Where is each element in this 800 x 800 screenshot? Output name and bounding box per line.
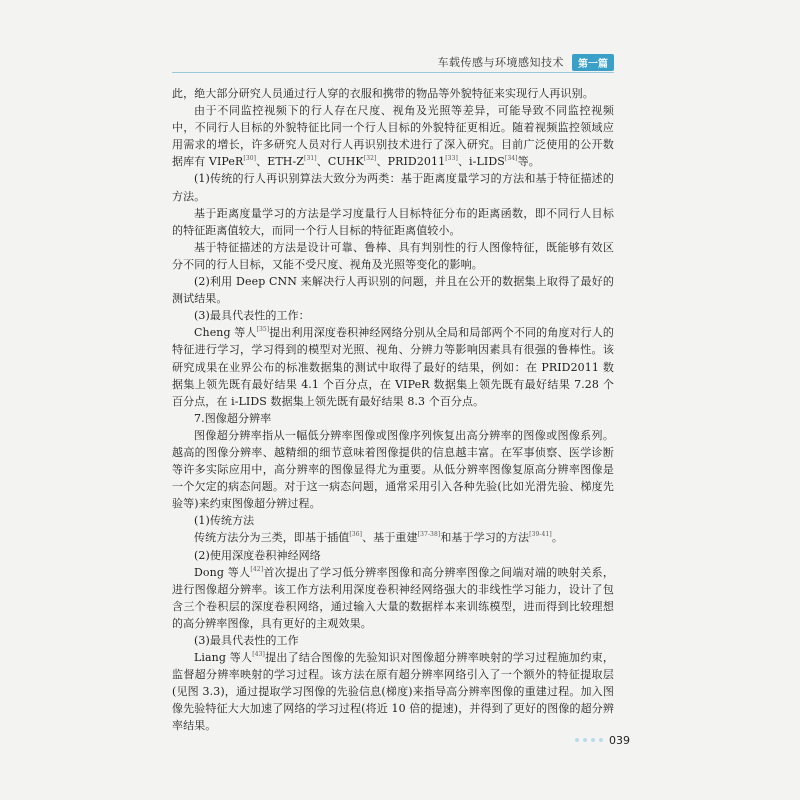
paragraph-text: 由于不同监控视频下的行人存在尺度、视角及光照等差异，可能导致不同监控视频中，不同行人目标的外貌特征比同一个行人目标的外貌特征更相近。随着视频监控领域应用需求的增长，许多研究人员对行人再识别技术进行了深入研究。目前广泛使用的公开数据库有 VIPeR xyxy=(172,104,614,169)
paragraph xyxy=(172,547,614,564)
paragraph-text: 首次提出了学习低分辨率图像和高分辨率图像之间端对端的映射关系，进行图像超分辨率。该工作方法利用深度卷积神经网络强大的非线性学习能力，设计了包含三个卷积层的深度卷积网络，通过输入大量的数据样本来训练模型，进而得到比较理想的高分辨率图像，具有更好的主观效果。 xyxy=(172,565,614,630)
paragraph-text: 7.图像超分辨率 xyxy=(194,411,272,425)
paragraph-text: 、i-LIDS xyxy=(457,155,505,169)
citation-reference: [35] xyxy=(256,326,270,334)
citation-reference: [42] xyxy=(250,565,264,573)
paragraph-text: (3)最具代表性的工作 xyxy=(194,634,299,647)
paragraph xyxy=(172,102,614,170)
paragraph-text: 、ETH-Z xyxy=(256,155,305,169)
paragraph-text: Liang 等人 xyxy=(194,651,253,665)
book-title: 车载传感与环境感知技术 xyxy=(437,56,564,69)
paragraph-text: (3)最具代表性的工作： xyxy=(194,309,310,323)
paragraph-text: 此，绝大部分研究人员通过行人穿的衣服和携带的物品等外貌特征来实现行人再识别。 xyxy=(172,87,594,100)
paragraph xyxy=(172,564,614,632)
paragraph xyxy=(172,170,614,204)
main-body-text xyxy=(172,85,614,735)
paragraph-text: 、PRID2011 xyxy=(376,155,446,169)
paragraph-text: (1)传统方法 xyxy=(194,514,255,528)
part-badge: 第一篇 xyxy=(572,54,614,71)
paragraph-text: 、CUHK xyxy=(316,155,364,169)
citation-reference: [30] xyxy=(243,155,257,163)
paragraph xyxy=(172,410,614,427)
paragraph xyxy=(172,512,614,529)
paragraph-text: (1)传统的行人再识别算法大致分为两类：基于距离度量学习的方法和基于特征描述的方法。 xyxy=(172,172,614,203)
paragraph xyxy=(172,529,614,546)
paragraph xyxy=(172,239,614,273)
citation-reference: [34] xyxy=(504,155,518,163)
page-number: 039 xyxy=(609,733,630,747)
paragraph-text: 图像超分辨率指从一幅低分辨率图像或图像序列恢复出高分辨率的图像或图像系列。越高的图像分辨率、越精细的细节意味着图像提供的信息越丰富。在军事侦察、医学诊断等许多实际应用中，高分辨率的图像显得尤为重要。从低分辨率图像复原高分辨率图像是一个欠定的病态问题。对于这一病态问题，通常采用引入各种先验(比如光滑先验、梯度先验等)来约束图像超分辨过程。 xyxy=(172,428,614,511)
page-footer xyxy=(540,732,630,748)
paragraph xyxy=(172,307,614,324)
paragraph-text: 、基于重建 xyxy=(362,531,418,545)
paragraph-text: (2)使用深度卷积神经网络 xyxy=(194,548,321,562)
citation-reference: [43] xyxy=(252,651,265,659)
paragraph xyxy=(172,85,614,102)
paragraph-text: 和基于学习的方法 xyxy=(440,531,530,545)
paragraph xyxy=(172,427,614,512)
paragraph-text: 提出了结合图像的先验知识对图像超分辨率映射的学习过程施加约束，监督超分辨率映射的学习过程。该方法在原有超分辨率网络引入了一个额外的特征提取层(见图 3.3)，通过提取学习图像的先验信息(梯度)来指导高分辨率图像的重建过程。加入图像先验特征大大加速了网络的学习过程(将近 10 倍的提速)，并得到了更好的图像的超分辨率结果。 xyxy=(172,651,614,733)
citation-reference: [39-41] xyxy=(529,531,552,539)
paragraph-text: 基于特征描述的方法是设计可靠、鲁棒、具有判别性的行人图像特征，既能够有效区分不同的行人目标，又能不受尺度、视角及光照等变化的影响。 xyxy=(172,240,614,271)
running-header xyxy=(172,53,614,71)
paragraph-text: 提出利用深度卷积神经网络分别从全局和局部两个不同的角度对行人的特征进行学习，学习得到的模型对光照、视角、分辨力等影响因素具有很强的鲁棒性。该研究成果在业界公布的标准数据集的测试中取得了最好的结果，例如：在 PRID2011 数据集上领先既有最好结果 4.1 个百分点，在 VIPeR 数据集上领先既有最好结果 7.28 个百分点，在 i-LIDS 数据集上领先既有最好结果 8.3 个百分点。 xyxy=(172,326,614,408)
paragraph xyxy=(172,632,614,649)
paragraph-text: 传统方法分为三类，即基于插值 xyxy=(194,531,350,545)
paragraph-text: Dong 等人 xyxy=(194,565,251,579)
citation-reference: [37-38] xyxy=(417,531,441,539)
paragraph-text: 等。 xyxy=(517,155,540,169)
citation-reference: [31] xyxy=(304,155,317,163)
paragraph-text: 。 xyxy=(551,531,563,545)
paragraph xyxy=(172,649,614,734)
footer-decoration-dots xyxy=(575,738,603,742)
citation-reference: [33] xyxy=(445,155,458,163)
citation-reference: [32] xyxy=(363,155,377,163)
citation-reference: [36] xyxy=(349,531,363,539)
paragraph-text: 基于距离度量学习的方法是学习度量行人目标特征分布的距离函数，即不同行人目标的特征距离值较大，而同一个行人目标的特征距离值较小。 xyxy=(172,206,614,237)
paragraph-text: Cheng 等人 xyxy=(194,326,257,340)
header-divider xyxy=(172,72,614,73)
paragraph xyxy=(172,324,614,409)
paragraph-text: (2)利用 Deep CNN 来解决行人再识别的问题，并且在公开的数据集上取得了最好的测试结果。 xyxy=(172,275,614,306)
paragraph xyxy=(172,273,614,307)
paragraph xyxy=(172,205,614,239)
